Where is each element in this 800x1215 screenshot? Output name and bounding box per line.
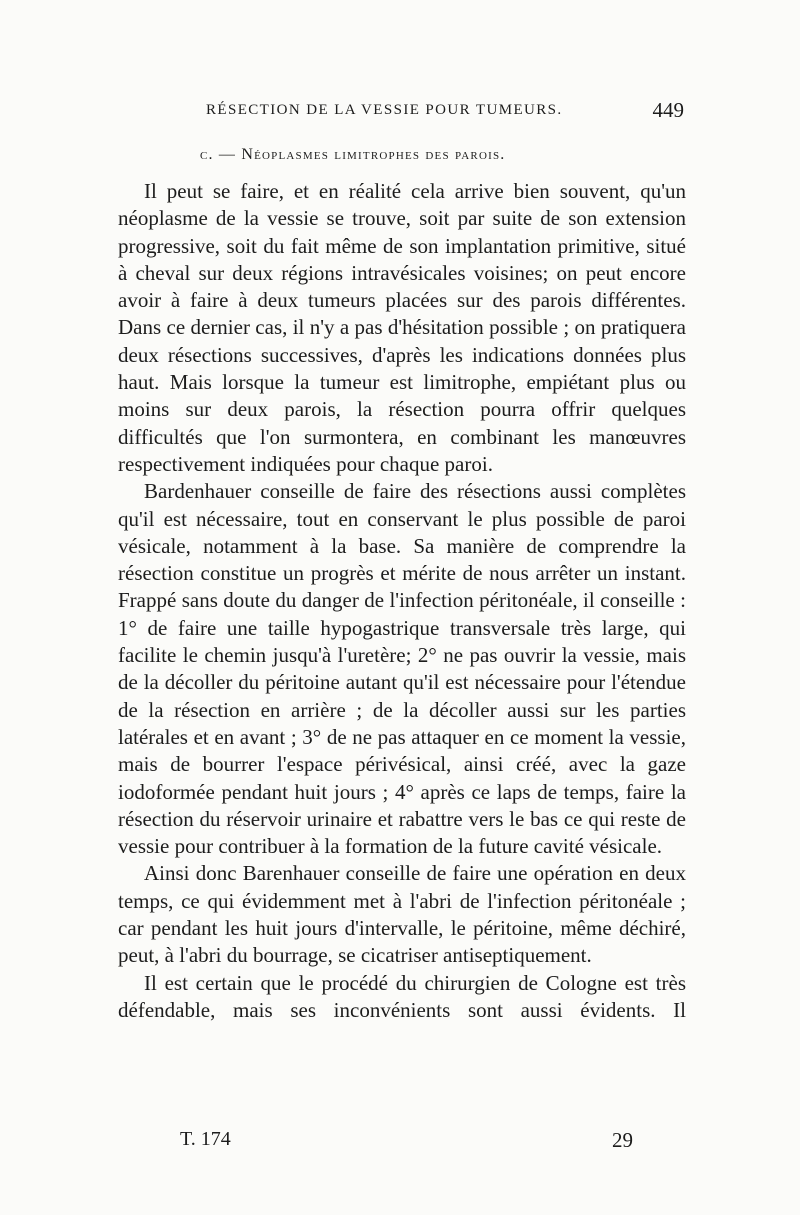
paragraph-1: Il peut se faire, et en réalité cela arrive bien souvent, qu'un néoplasme de la vessie se trouve, soit par suite de son extension progressive, soit du fait même de son implantation primitive, situé à cheval sur deux régions intravésicales voisines; on peut encore avoir à faire à deux tumeurs placées sur des parois différentes. Dans ce dernier cas, il n'y a pas d'hésitation possible ; on pratiquera deux résections successives, d'après les indications données plus haut. Mais lorsque la tumeur est limitrophe, empiétant plus ou moins sur deux parois, la résection pourra offrir quelques difficultés que l'on surmontera, en combinant les manœuvres respectivement indiquées pour chaque paroi. <box>118 179 686 476</box>
paragraph-4: Il est certain que le procédé du chirurgien de Cologne est très défendable, mais ses inconvénients sont aussi évidents. Il <box>118 970 686 1022</box>
paragraph-3: Ainsi donc Barenhauer conseille de faire une opération en deux temps, ce qui évidemment met à l'abri de l'infection péritonéale ; car pendant les huit jours d'intervalle, le péritoine, même déchiré, peut, à l'abri du bourrage, se cicatriser antiseptiquement. <box>118 861 686 968</box>
signature-mark: T. 174 <box>180 1128 231 1150</box>
section-heading: c. — Néoplasmes limitrophes des parois. <box>200 146 506 163</box>
sheet-number: 29 <box>612 1128 633 1152</box>
paragraph-2: Bardenhauer conseille de faire des résections aussi complètes qu'il est nécessaire, tout en conservant le plus possible de paroi vésicale, notamment à la base. Sa manière de comprendre la résection constitue un progrès et mérite de nous arrêter un instant. Frappé sans doute du danger de l'infection péritonéale, il conseille : 1° de faire une taille hypogastrique transversale très large, qui facilite le chemin jusqu'à l'uretère; 2° ne pas ouvrir la vessie, mais de la décoller du péritoine autant qu'il est nécessaire pour l'étendue de la résection en arrière ; de la décoller aussi sur les parties latérales et en avant ; 3° de ne pas attaquer en ce moment la vessie, mais de bourrer l'espace périvésical, ainsi créé, avec la gaze iodoformée pendant huit jours ; 4° après ce laps de temps, faire la résection du réservoir urinaire et rabattre vers le bas ce qui reste de vessie pour contribuer à la formation de la future cavité vésicale. <box>118 479 686 859</box>
body-text <box>118 178 686 1024</box>
running-head <box>118 100 684 124</box>
page-number: 449 <box>652 98 684 122</box>
running-title: RÉSECTION DE LA VESSIE POUR TUMEURS. <box>206 102 563 118</box>
